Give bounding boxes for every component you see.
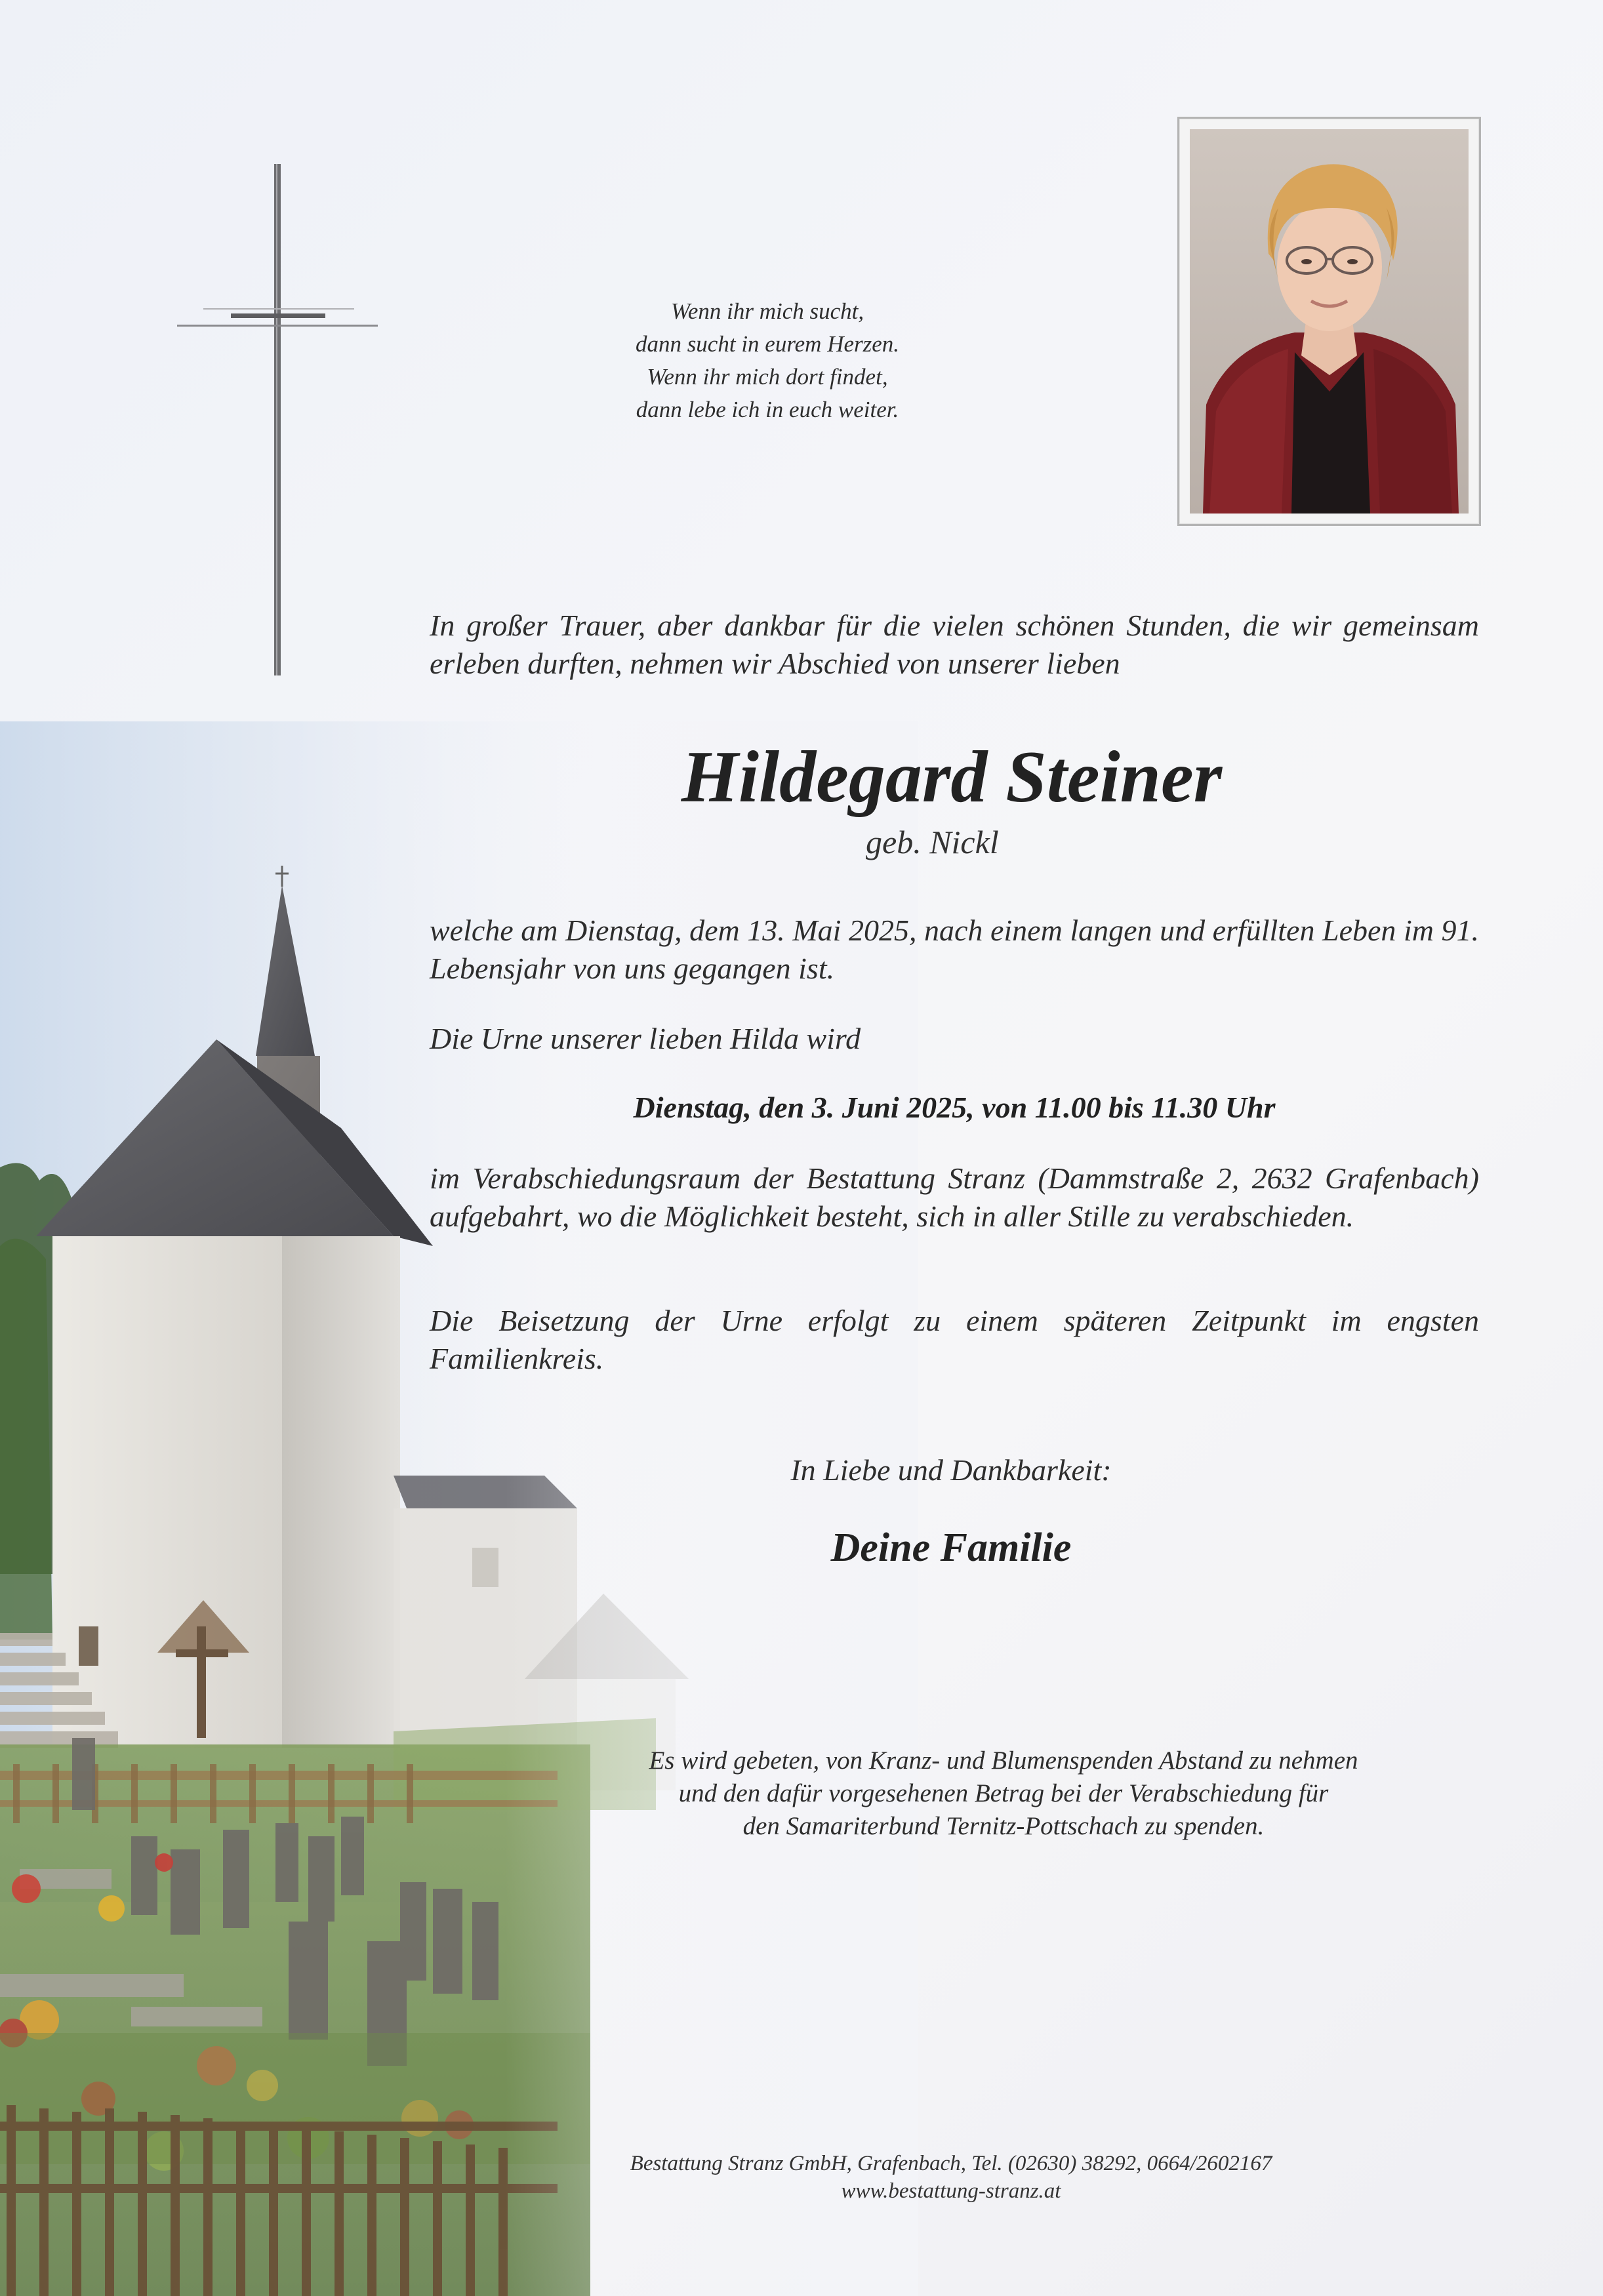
deceased-name-text: Hildegard Steiner <box>681 736 1223 818</box>
death-notice-paragraph: welche am Dienstag, dem 13. Mai 2025, nach einem langen und erfüllten Leben im 91. Lebensjahr von uns gegangen ist. <box>430 914 1479 985</box>
quote-line: dann lebe ich in euch weiter. <box>636 397 899 422</box>
funeral-home-info: Bestattung Stranz GmbH, Grafenbach, Tel. (02630) 38292, 0664/2602167 <box>630 2152 1272 2175</box>
deceased-name <box>0 735 1603 820</box>
website-link[interactable]: www.bestattung-stranz.at <box>841 2179 1061 2203</box>
intro-paragraph: In großer Trauer, aber dankbar für die vielen schönen Stunden, die wir gemeinsam erleben durften, nehmen wir Abschied von unserer lieben <box>430 609 1479 680</box>
portrait-photo <box>1190 129 1469 514</box>
donation-request-line: und den dafür vorgesehenen Betrag bei der Verabschiedung für <box>678 1779 1329 1807</box>
quote-line: dann sucht in eurem Herzen. <box>635 331 900 357</box>
viewing-date: Dienstag, den 3. Juni 2025, von 11.00 bis 11.30 Uhr <box>633 1091 1276 1124</box>
footer <box>525 2150 1377 2205</box>
venue-paragraph: im Verabschiedungsraum der Bestattung Stranz (Dammstraße 2, 2632 Grafenbach) aufgebahrt, wo die Möglichkeit besteht, sich in aller Stille zu verabschieden. <box>430 1161 1479 1233</box>
donation-request-line: Es wird gebeten, von Kranz- und Blumenspenden Abstand zu nehmen <box>649 1746 1358 1775</box>
family-signature: Deine Familie <box>830 1525 1072 1570</box>
birth-name: geb. Nickl <box>866 824 999 860</box>
cross-icon <box>177 164 380 675</box>
donation-request <box>498 1744 1509 1843</box>
closing-line: In Liebe und Dankbarkeit: <box>790 1453 1112 1487</box>
memorial-quote <box>571 295 964 426</box>
quote-line: Wenn ihr mich sucht, <box>670 298 864 324</box>
urne-line: Die Urne unserer lieben Hilda wird <box>430 1022 861 1055</box>
burial-paragraph: Die Beisetzung der Urne erfolgt zu einem späteren Zeitpunkt im engsten Familienkreis. <box>430 1304 1479 1375</box>
portrait-frame <box>1177 117 1481 526</box>
donation-request-line: den Samariterbund Ternitz-Pottschach zu spenden. <box>742 1812 1265 1840</box>
quote-line: Wenn ihr mich dort findet, <box>647 364 888 390</box>
